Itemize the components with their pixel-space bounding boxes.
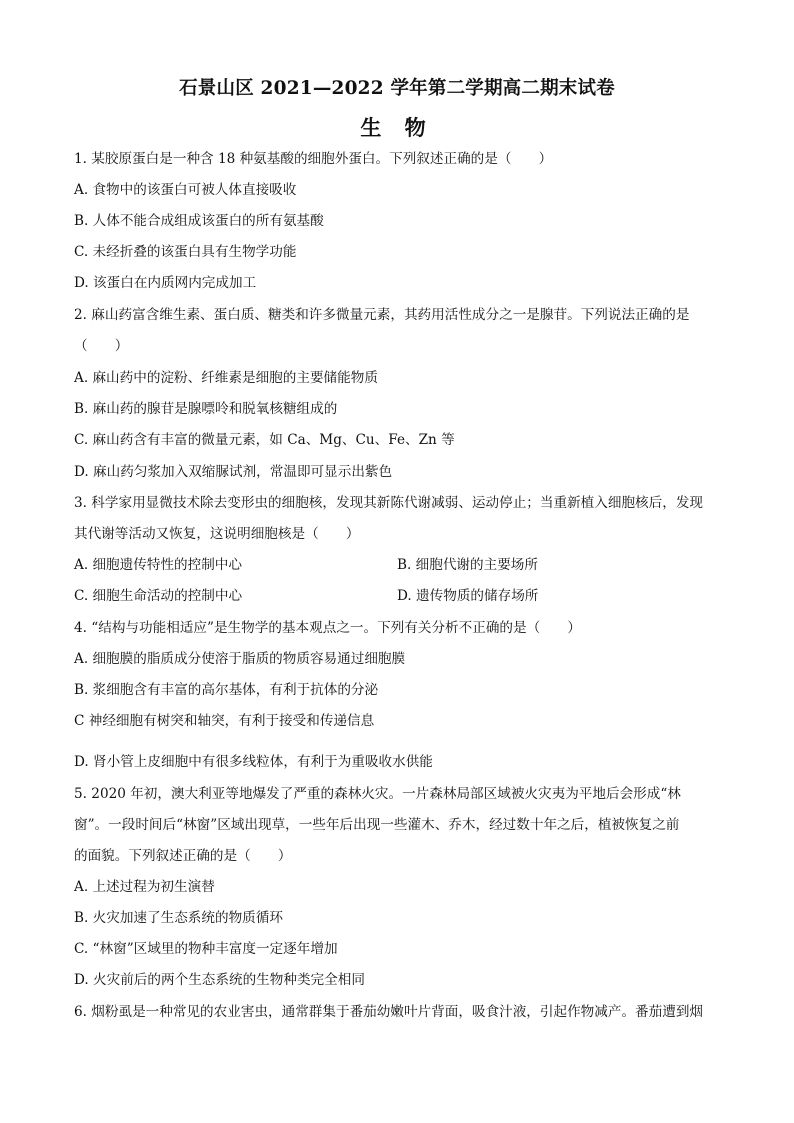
subject-title: 生 物 [360, 115, 434, 140]
question-2-stem-line-2: （ ） [74, 338, 129, 354]
question-2-stem-line-1: 2. 麻山药富含维生素、蛋白质、糖类和许多微量元素，其药用活性成分之一是腺苷。下列说法正确的是 [74, 307, 690, 323]
question-5-option-d: D. 火灾前后的两个生态系统的生物种类完全相同 [74, 972, 365, 988]
question-4-option-d: D. 肾小管上皮细胞中有很多线粒体，有利于为重吸收水供能 [74, 754, 433, 770]
question-5-option-b: B. 火灾加速了生态系统的物质循环 [74, 910, 283, 926]
question-2-option-d: D. 麻山药匀浆加入双缩脲试剂，常温即可显示出紫色 [74, 464, 393, 480]
question-1-option-d: D. 该蛋白在内质网内完成加工 [74, 275, 257, 291]
question-2-option-a: A. 麻山药中的淀粉、纤维素是细胞的主要储能物质 [74, 370, 378, 386]
question-6-stem-line-1: 6. 烟粉虱是一种常见的农业害虫，通常群集于番茄幼嫩叶片背面，吸食汁液，引起作物减产。番茄遭到烟 [74, 1004, 704, 1020]
question-3-option-c: C. 细胞生命活动的控制中心 [74, 588, 243, 604]
question-5-option-a: A. 上述过程为初生演替 [74, 879, 215, 895]
question-5-stem-line-3: 的面貌。下列叙述正确的是（ ） [74, 848, 292, 864]
question-4-stem: 4. “结构与功能相适应”是生物学的基本观点之一。下列有关分析不正确的是（ ） [74, 620, 581, 636]
question-1-option-b: B. 人体不能合成组成该蛋白的所有氨基酸 [74, 213, 324, 229]
question-4-option-c: C 神经细胞有树突和轴突，有利于接受和传递信息 [74, 713, 375, 729]
question-5-stem-line-1: 5. 2020 年初，澳大利亚等地爆发了严重的森林火灾。一片森林局部区域被火灾夷为平地后会形成“林 [74, 786, 681, 802]
question-2-option-b: B. 麻山药的腺苷是腺嘌呤和脱氧核糖组成的 [74, 401, 338, 417]
question-1-stem: 1. 某胶原蛋白是一种含 18 种氨基酸的细胞外蛋白。下列叙述正确的是（ ） [74, 151, 553, 167]
question-3-option-b: B. 细胞代谢的主要场所 [397, 557, 538, 573]
question-3-option-a: A. 细胞遗传特性的控制中心 [74, 557, 242, 573]
question-4-option-a: A. 细胞膜的脂质成分使溶于脂质的物质容易通过细胞膜 [74, 651, 406, 667]
exam-title: 石景山区 2021—2022 学年第二学期高二期末试卷 [179, 78, 615, 99]
question-1-option-c: C. 未经折叠的该蛋白具有生物学功能 [74, 244, 297, 260]
question-2-option-c: C. 麻山药含有丰富的微量元素，如 Ca、Mg、Cu、Fe、Zn 等 [74, 432, 455, 448]
question-3-stem-line-2: 其代谢等活动又恢复，这说明细胞核是（ ） [74, 526, 360, 542]
question-3-stem-line-1: 3. 科学家用显微技术除去变形虫的细胞核，发现其新陈代谢减弱、运动停止；当重新植入细胞核后，发现 [74, 495, 704, 511]
question-1-option-a: A. 食物中的该蛋白可被人体直接吸收 [74, 182, 297, 198]
question-4-option-b: B. 浆细胞含有丰富的高尔基体，有利于抗体的分泌 [74, 682, 379, 698]
question-5-stem-line-2: 窗”。一段时间后“林窗”区域出现草，一些年后出现一些灌木、乔木，经过数十年之后，植被恢复之前 [74, 817, 680, 833]
question-5-option-c: C. “林窗”区域里的物种丰富度一定逐年增加 [74, 941, 338, 957]
question-3-option-d: D. 遗传物质的储存场所 [397, 588, 539, 604]
